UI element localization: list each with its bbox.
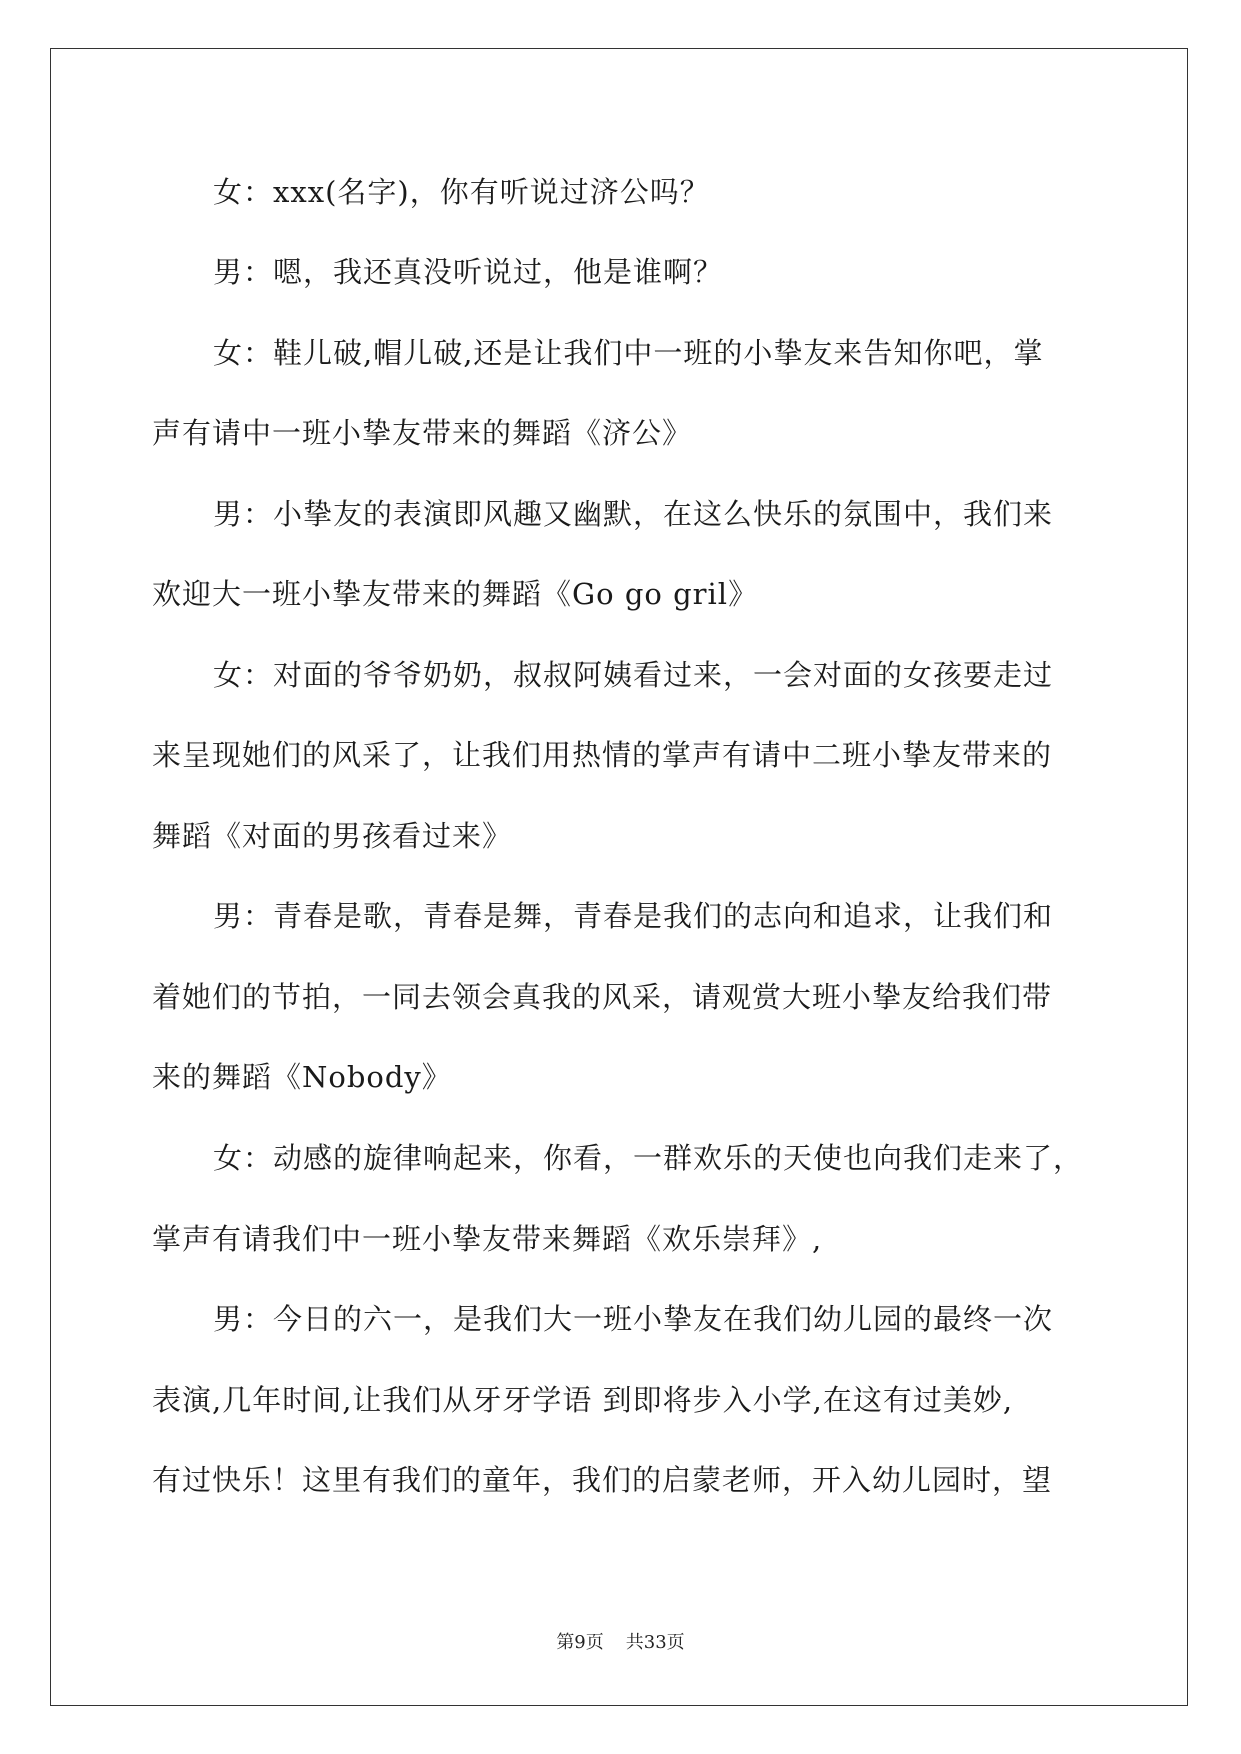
paragraph-line: 女：动感的旋律响起来，你看，一群欢乐的天使也向我们走来了， — [213, 1141, 1084, 1175]
page-number: 第9页 — [556, 1632, 604, 1653]
paragraph-line: 声有请中一班小挚友带来的舞蹈《济公》 — [152, 416, 693, 450]
page-border — [50, 48, 1188, 1706]
paragraph-line: 男：小挚友的表演即风趣又幽默，在这么快乐的氛围中，我们来 — [213, 497, 1054, 531]
paragraph-line: 女：xxx(名字)，你有听说过济公吗？ — [213, 175, 710, 209]
paragraph-line: 女：对面的爷爷奶奶，叔叔阿姨看过来，一会对面的女孩要走过 — [213, 658, 1054, 692]
paragraph-line: 来的舞蹈《Nobody》 — [152, 1060, 452, 1094]
paragraph-line: 女：鞋儿破,帽儿破,还是让我们中一班的小挚友来告知你吧，掌 — [213, 336, 1044, 370]
paragraph-line: 男：青春是歌，青春是舞，青春是我们的志向和追求，让我们和 — [213, 899, 1054, 933]
paragraph-line: 有过快乐！这里有我们的童年，我们的启蒙老师，开入幼儿园时，望 — [152, 1463, 1053, 1497]
paragraph-line: 掌声有请我们中一班小挚友带来舞蹈《欢乐崇拜》, — [152, 1222, 823, 1256]
paragraph-line: 男：嗯，我还真没听说过，他是谁啊？ — [213, 255, 724, 289]
page-total: 共33页 — [625, 1632, 685, 1653]
paragraph-line: 着她们的节拍，一同去领会真我的风采，请观赏大班小挚友给我们带 — [152, 980, 1053, 1014]
paragraph-line: 来呈现她们的风采了，让我们用热情的掌声有请中二班小挚友带来的 — [152, 738, 1053, 772]
paragraph-line: 舞蹈《对面的男孩看过来》 — [152, 819, 513, 853]
paragraph-line: 欢迎大一班小挚友带来的舞蹈《Go go gril》 — [152, 577, 759, 611]
page-footer — [0, 1631, 1241, 1655]
paragraph-line: 男：今日的六一，是我们大一班小挚友在我们幼儿园的最终一次 — [213, 1302, 1054, 1336]
paragraph-line: 表演,几年时间,让我们从牙牙学语 到即将步入小学,在这有过美妙, — [152, 1383, 1014, 1417]
